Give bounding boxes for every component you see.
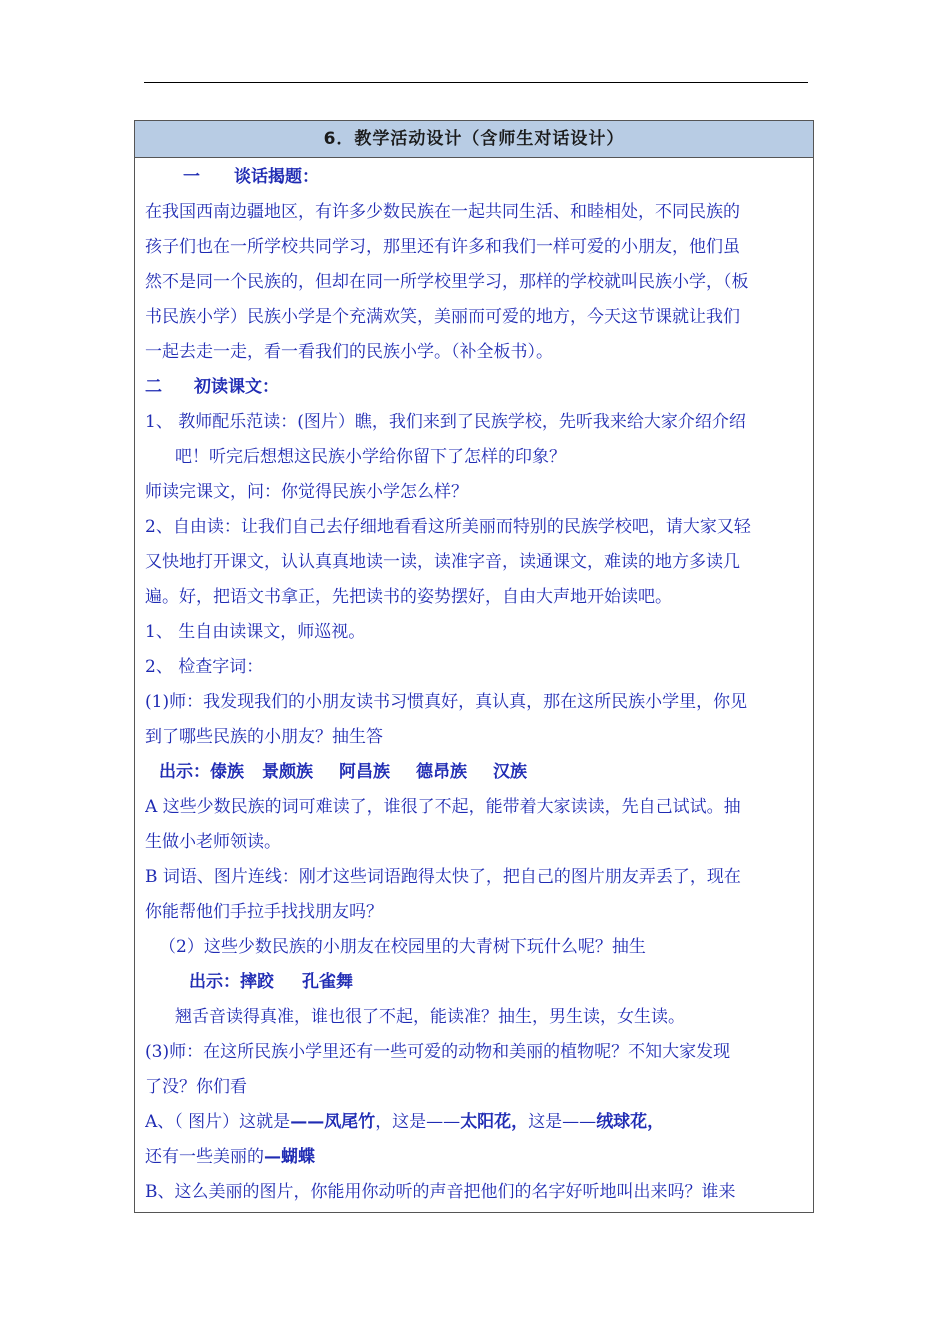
intro-line: 一起去走一走，看一看我们的民族小学。（补全板书）。	[145, 342, 553, 362]
text-span: 这是——	[528, 1112, 597, 1132]
header-rule	[144, 82, 808, 83]
table-header: 6．教学活动设计（含师生对话设计）	[135, 121, 814, 158]
plant-word: 绒球花，	[596, 1112, 665, 1132]
intro-line: 在我国西南边疆地区，有许多少数民族在一起共同生活、和睦相处，不同民族的	[145, 202, 740, 222]
text-line: 生做小老师领读。	[145, 832, 281, 852]
section-number: 二	[145, 377, 162, 397]
text-line: (1)师：我发现我们的小朋友读书习惯真好，真认真，那在这所民族小学里，你见	[145, 692, 748, 712]
text-line: 1、 生自由读课文，师巡视。	[145, 622, 366, 642]
text-line: B 词语、图片连线：刚才这些词语跑得太快了，把自己的图片朋友弄丢了，现在	[145, 867, 741, 887]
ethnic-word: 傣族	[210, 762, 244, 782]
activity-word: 摔跤	[240, 972, 274, 992]
text-line: 又快地打开课文，认认真真地读一读，读准字音，读通课文，难读的地方多读几	[145, 552, 740, 572]
table-body	[135, 158, 814, 1213]
text-line: （2）这些少数民族的小朋友在校园里的大青树下玩什么呢？抽生	[159, 937, 646, 957]
section-number: 一	[183, 167, 200, 187]
text-span: A、（ 图片）这就是	[145, 1112, 291, 1132]
activity-word: 孔雀舞	[302, 972, 353, 992]
show-ethnic-groups	[145, 755, 803, 790]
butterfly-word: —蝴蝶	[264, 1147, 315, 1167]
section-heading-2	[145, 370, 803, 405]
ethnic-word: 景颇族	[262, 762, 313, 782]
text-line: A 这些少数民族的词可难读了，谁很了不起，能带着大家读读，先自己试试。抽	[145, 797, 741, 817]
text-line: 2、自由读：让我们自己去仔细地看看这所美丽而特别的民族学校吧，请大家又轻	[145, 517, 751, 537]
intro-line: 书民族小学）民族小学是个充满欢笑，美丽而可爱的地方，今天这节课就让我们	[145, 307, 740, 327]
text-line: 了没？你们看	[145, 1077, 247, 1097]
plant-word: 太阳花，	[460, 1112, 529, 1132]
show-activities	[145, 965, 803, 1000]
ethnic-word: 德昂族	[416, 762, 467, 782]
text-line: (3)师：在这所民族小学里还有一些可爱的动物和美丽的植物呢？不知大家发现	[145, 1042, 731, 1062]
text-line: 你能帮他们手拉手找找朋友吗？	[145, 902, 383, 922]
text-line: 到了哪些民族的小朋友？抽生答	[145, 727, 383, 747]
text-span: 还有一些美丽的	[145, 1147, 264, 1167]
text-line: 师读完课文，问：你觉得民族小学怎么样？	[145, 482, 468, 502]
text-line-plants	[145, 1105, 803, 1140]
text-line: 遍。好，把语文书拿正，先把读书的姿势摆好，自由大声地开始读吧。	[145, 587, 672, 607]
text-line: 吧！听完后想想这民族小学给你留下了怎样的印象？	[175, 447, 566, 467]
text-line-butterfly	[145, 1140, 803, 1175]
lesson-table	[134, 120, 814, 1213]
ethnic-word: 汉族	[493, 762, 527, 782]
section-title: 初读课文：	[194, 377, 279, 397]
text-line: 1、 教师配乐范读：(图片）瞧，我们来到了民族学校，先听我来给大家介绍介绍	[145, 412, 746, 432]
text-line: B、这么美丽的图片，你能用你动听的声音把他们的名字好听地叫出来吗？谁来	[145, 1182, 736, 1202]
text-line: 翘舌音读得真准，谁也很了不起，能读准？抽生，男生读，女生读。	[175, 1007, 685, 1027]
intro-line: 孩子们也在一所学校共同学习，那里还有许多和我们一样可爱的小朋友，他们虽	[145, 237, 740, 257]
text-span: ，这是——	[375, 1112, 461, 1132]
plant-word: ——凤尾竹	[290, 1112, 376, 1132]
section-heading-1	[145, 160, 803, 195]
show-label: 出示：	[159, 762, 210, 782]
show-label: 出示：	[189, 972, 240, 992]
section-title: 谈话揭题：	[234, 167, 319, 187]
intro-line: 然不是同一个民族的，但却在同一所学校里学习，那样的学校就叫民族小学，（板	[145, 272, 749, 292]
ethnic-word: 阿昌族	[339, 762, 390, 782]
text-line: 2、 检查字词：	[145, 657, 264, 677]
